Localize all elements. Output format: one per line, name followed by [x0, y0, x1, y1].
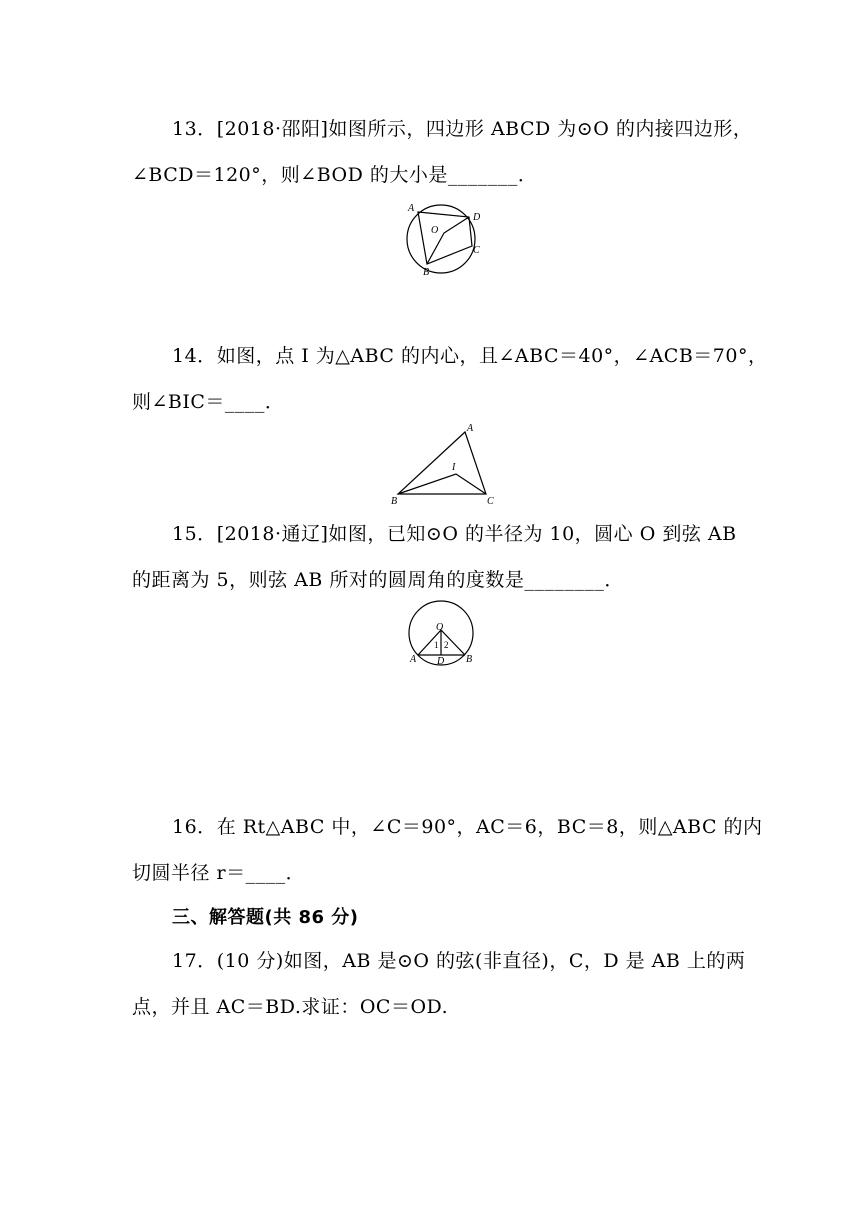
q13-figure [402, 200, 492, 280]
q13-line2: ∠BCD＝120°，则∠BOD 的大小是_______． [132, 164, 538, 186]
q13-source: [2018·邵阳] [216, 118, 329, 140]
q13-label-D: D [473, 212, 481, 223]
q13-label-O: O [431, 225, 439, 236]
q14-number: 14． [172, 345, 217, 367]
q15-label-D: D [437, 656, 445, 667]
q16-line1 [172, 815, 763, 839]
q15-label-angle2: 2 [444, 640, 449, 650]
q16-number: 16． [172, 816, 217, 838]
q15-text-line1: 如图，已知⊙O 的半径为 10，圆心 O 到弦 AB [328, 523, 737, 545]
q15-figure [402, 600, 492, 680]
q15-line1 [172, 522, 737, 546]
q13-label-B: B [423, 267, 430, 278]
q15-line2: 的距离为 5，则弦 AB 所对的圆周角的度数是________． [132, 569, 624, 591]
q14-label-B: B [391, 496, 398, 507]
q17-text-line1: (10 分)如图，AB 是⊙O 的弦(非直径)，C，D 是 AB 上的两 [216, 950, 746, 972]
q16-text-line1: 在 Rt△ABC 中，∠C＝90°，AC＝6，BC＝8，则△ABC 的内 [216, 816, 763, 838]
q14-figure [388, 420, 508, 505]
q14-label-C: C [487, 496, 494, 507]
q13-number: 13． [172, 118, 217, 140]
q13-label-A: A [408, 203, 415, 214]
q15-label-B: B [466, 654, 473, 665]
q14-line1 [172, 344, 768, 368]
q14-label-A: A [467, 423, 474, 434]
q16-line2: 切圆半径 r＝____． [132, 862, 306, 884]
q13-label-C: C [473, 245, 480, 256]
q15-label-O: O [436, 622, 444, 633]
q15-source: [2018·通辽] [216, 523, 329, 545]
q14-line2: 则∠BIC＝____． [132, 391, 285, 413]
q17-line1 [172, 949, 745, 973]
q13-text-line1: 如图所示，四边形 ABCD 为⊙O 的内接四边形， [328, 118, 753, 140]
q13-line1 [172, 117, 752, 141]
q15-label-angle1: 1 [434, 640, 439, 650]
q17-line2: 点，并且 AC＝BD.求证：OC＝OD. [132, 996, 449, 1018]
section3-heading: 三、解答题(共 86 分) [172, 907, 359, 928]
q14-incenter-lines [398, 474, 486, 494]
q17-number: 17． [172, 950, 217, 972]
q15-number: 15． [172, 523, 217, 545]
q14-text-line1: 如图，点 I 为△ABC 的内心，且∠ABC＝40°，∠ACB＝70°， [216, 345, 768, 367]
q15-label-A: A [410, 654, 417, 665]
q14-label-I: I [452, 462, 456, 473]
